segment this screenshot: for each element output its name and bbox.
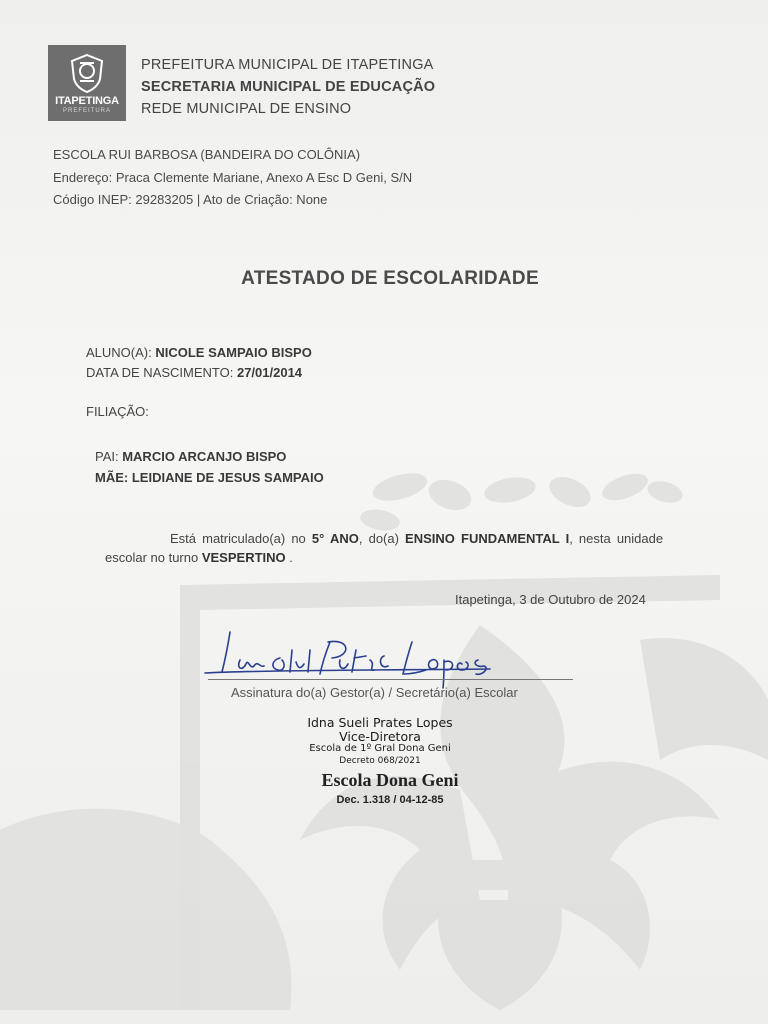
school-inep: Código INEP: 29283205 | Ato de Criação: None [53, 192, 328, 207]
stamp-role: Vice-Diretora [339, 729, 421, 744]
grade: 5° ANO [311, 531, 359, 546]
birth-label: DATA DE NASCIMENTO: [86, 365, 237, 380]
school-address: Endereço: Praca Clemente Mariane, Anexo A Esc D Geni, S/N [53, 170, 413, 185]
school-stamp-name: Escola Dona Geni [321, 770, 459, 790]
signature-caption: Assinatura do(a) Gestor(a) / Secretário(a) Escolar [231, 685, 518, 700]
filiation-label: FILIAÇÃO: [86, 404, 149, 419]
father-name: MARCIO ARCANJO BISPO [122, 449, 287, 464]
education-level: ENSINO FUNDAMENTAL I [405, 531, 570, 546]
municipality-logo [48, 45, 126, 121]
document-title: ATESTADO DE ESCOLARIDADE [241, 268, 539, 289]
enrollment-line-1 [170, 531, 663, 546]
signature-line [208, 679, 573, 680]
enrollment-text-2: , do(a) [358, 531, 406, 546]
header-line-secretaria: SECRETARIA MUNICIPAL DE EDUCAÇÃO [141, 79, 436, 95]
header-line-prefeitura: PREFEITURA MUNICIPAL DE ITAPETINGA [141, 57, 434, 73]
enrollment-text-3: , nesta unidade [569, 531, 664, 546]
birth-date: 27/01/2014 [236, 365, 303, 380]
logo-name: ITAPETINGA [55, 95, 119, 107]
stamp-school: Escola de 1º Gral Dona Geni [309, 743, 451, 754]
father-label: PAI: [95, 449, 123, 464]
shift: VESPERTINO [201, 550, 286, 565]
date-place: Itapetinga, 3 de Outubro de 2024 [455, 592, 646, 607]
father-row [95, 449, 286, 464]
header-line-rede: REDE MUNICIPAL DE ENSINO [141, 101, 352, 117]
enrollment-line-2 [105, 550, 293, 565]
enrollment-text-4: escolar no turno [105, 550, 202, 565]
student-name: NICOLE SAMPAIO BISPO [155, 345, 312, 360]
school-stamp-decree: Dec. 1.318 / 04-12-85 [336, 794, 444, 806]
mother-label: MÃE: [95, 470, 132, 485]
logo-subtitle: PREFEITURA [62, 108, 111, 114]
enrollment-text-5: . [285, 550, 293, 565]
coat-of-arms-icon [68, 53, 106, 93]
enrollment-text-1: Está matriculado(a) no [170, 531, 312, 546]
stamp-decree: Decreto 068/2021 [339, 756, 421, 766]
student-row [86, 345, 312, 360]
stamp-name: Idna Sueli Prates Lopes [307, 715, 453, 730]
student-label: ALUNO(A): [86, 345, 156, 360]
mother-name: LEIDIANE DE JESUS SAMPAIO [131, 470, 324, 485]
birth-row [86, 365, 302, 380]
mother-row [95, 470, 324, 485]
school-name: ESCOLA RUI BARBOSA (BANDEIRA DO COLÔNIA) [53, 147, 361, 162]
